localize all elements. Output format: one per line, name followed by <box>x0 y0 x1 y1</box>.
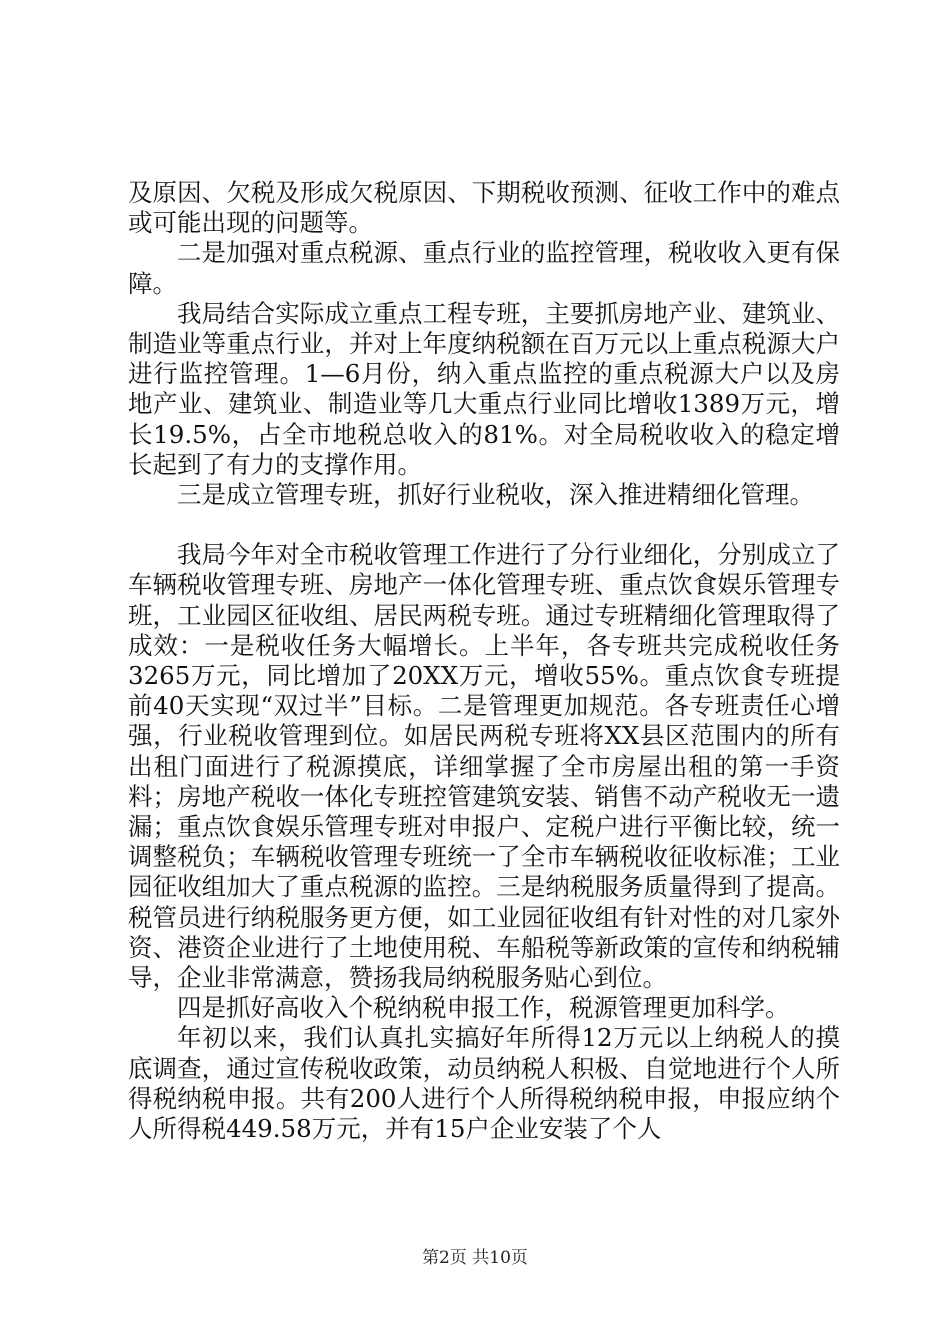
paragraph-heading-three: 三是成立管理专班，抓好行业税收，深入推进精细化管理。 <box>177 480 814 510</box>
document-body <box>128 178 840 1144</box>
paragraph-special-teams: 我局今年对全市税收管理工作进行了分行业细化，分别成立了车辆税收管理专班、房地产一体化管理专班、重点饮食娱乐管理专班，工业园区征收组、居民两税专班。通过专班精细化管理取得了成效：一是税收任务大幅增长。上半年，各专班共完成税收任务3265万元，同比增加了20XX万元，增收55%。重点饮食专班提前40天实现“双过半”目标。二是管理更加规范。各专班责任心增强，行业税收管理到位。如居民两税专班将XX县区范围内的所有出租门面进行了税源摸底，详细掌握了全市房屋出租的第一手资料；房地产税收一体化专班控管建筑安装、销售不动产税收无一遗漏；重点饮食娱乐管理专班对申报户、定税户进行平衡比较，统一调整税负；车辆税收管理专班统一了全市车辆税收征收标准；工业园征收组加大了重点税源的监控。三是纳税服务质量得到了提高。税管员进行纳税服务更方便，如工业园征收组有针对性的对几家外资、港资企业进行了土地使用税、车船税等新政策的宣传和纳税辅导，企业非常满意，赞扬我局纳税服务贴心到位。 <box>128 540 840 993</box>
paragraph-heading-four: 四是抓好高收入个税纳税申报工作，税源管理更加科学。 <box>177 993 790 1023</box>
paragraph-heading-two: 二是加强对重点税源、重点行业的监控管理，税收收入更有保障。 <box>128 238 840 298</box>
paragraph-key-sources: 我局结合实际成立重点工程专班，主要抓房地产业、建筑业、制造业等重点行业，并对上年度纳税额在百万元以上重点税源大户进行监控管理。1—6月份，纳入重点监控的重点税源大户以及房地产业、建筑业、制造业等几大重点行业同比增收1389万元，增长19.5%，占全市地税总收入的81%。对全局税收收入的稳定增长起到了有力的支撑作用。 <box>128 298 840 479</box>
page-number-label: 第2页 共10页 <box>422 1248 528 1268</box>
page-footer <box>0 1243 950 1268</box>
paragraph-income-tax: 年初以来，我们认真扎实搞好年所得12万元以上纳税人的摸底调查，通过宣传税收政策，动员纳税人积极、自觉地进行个人所得税纳税申报。共有200人进行个人所得税纳税申报，申报应纳个人所得税449.58万元，并有15户企业安装了个人 <box>128 1023 840 1144</box>
paragraph-continuation: 及原因、欠税及形成欠税原因、下期税收预测、征收工作中的难点或可能出现的问题等。 <box>128 178 840 238</box>
